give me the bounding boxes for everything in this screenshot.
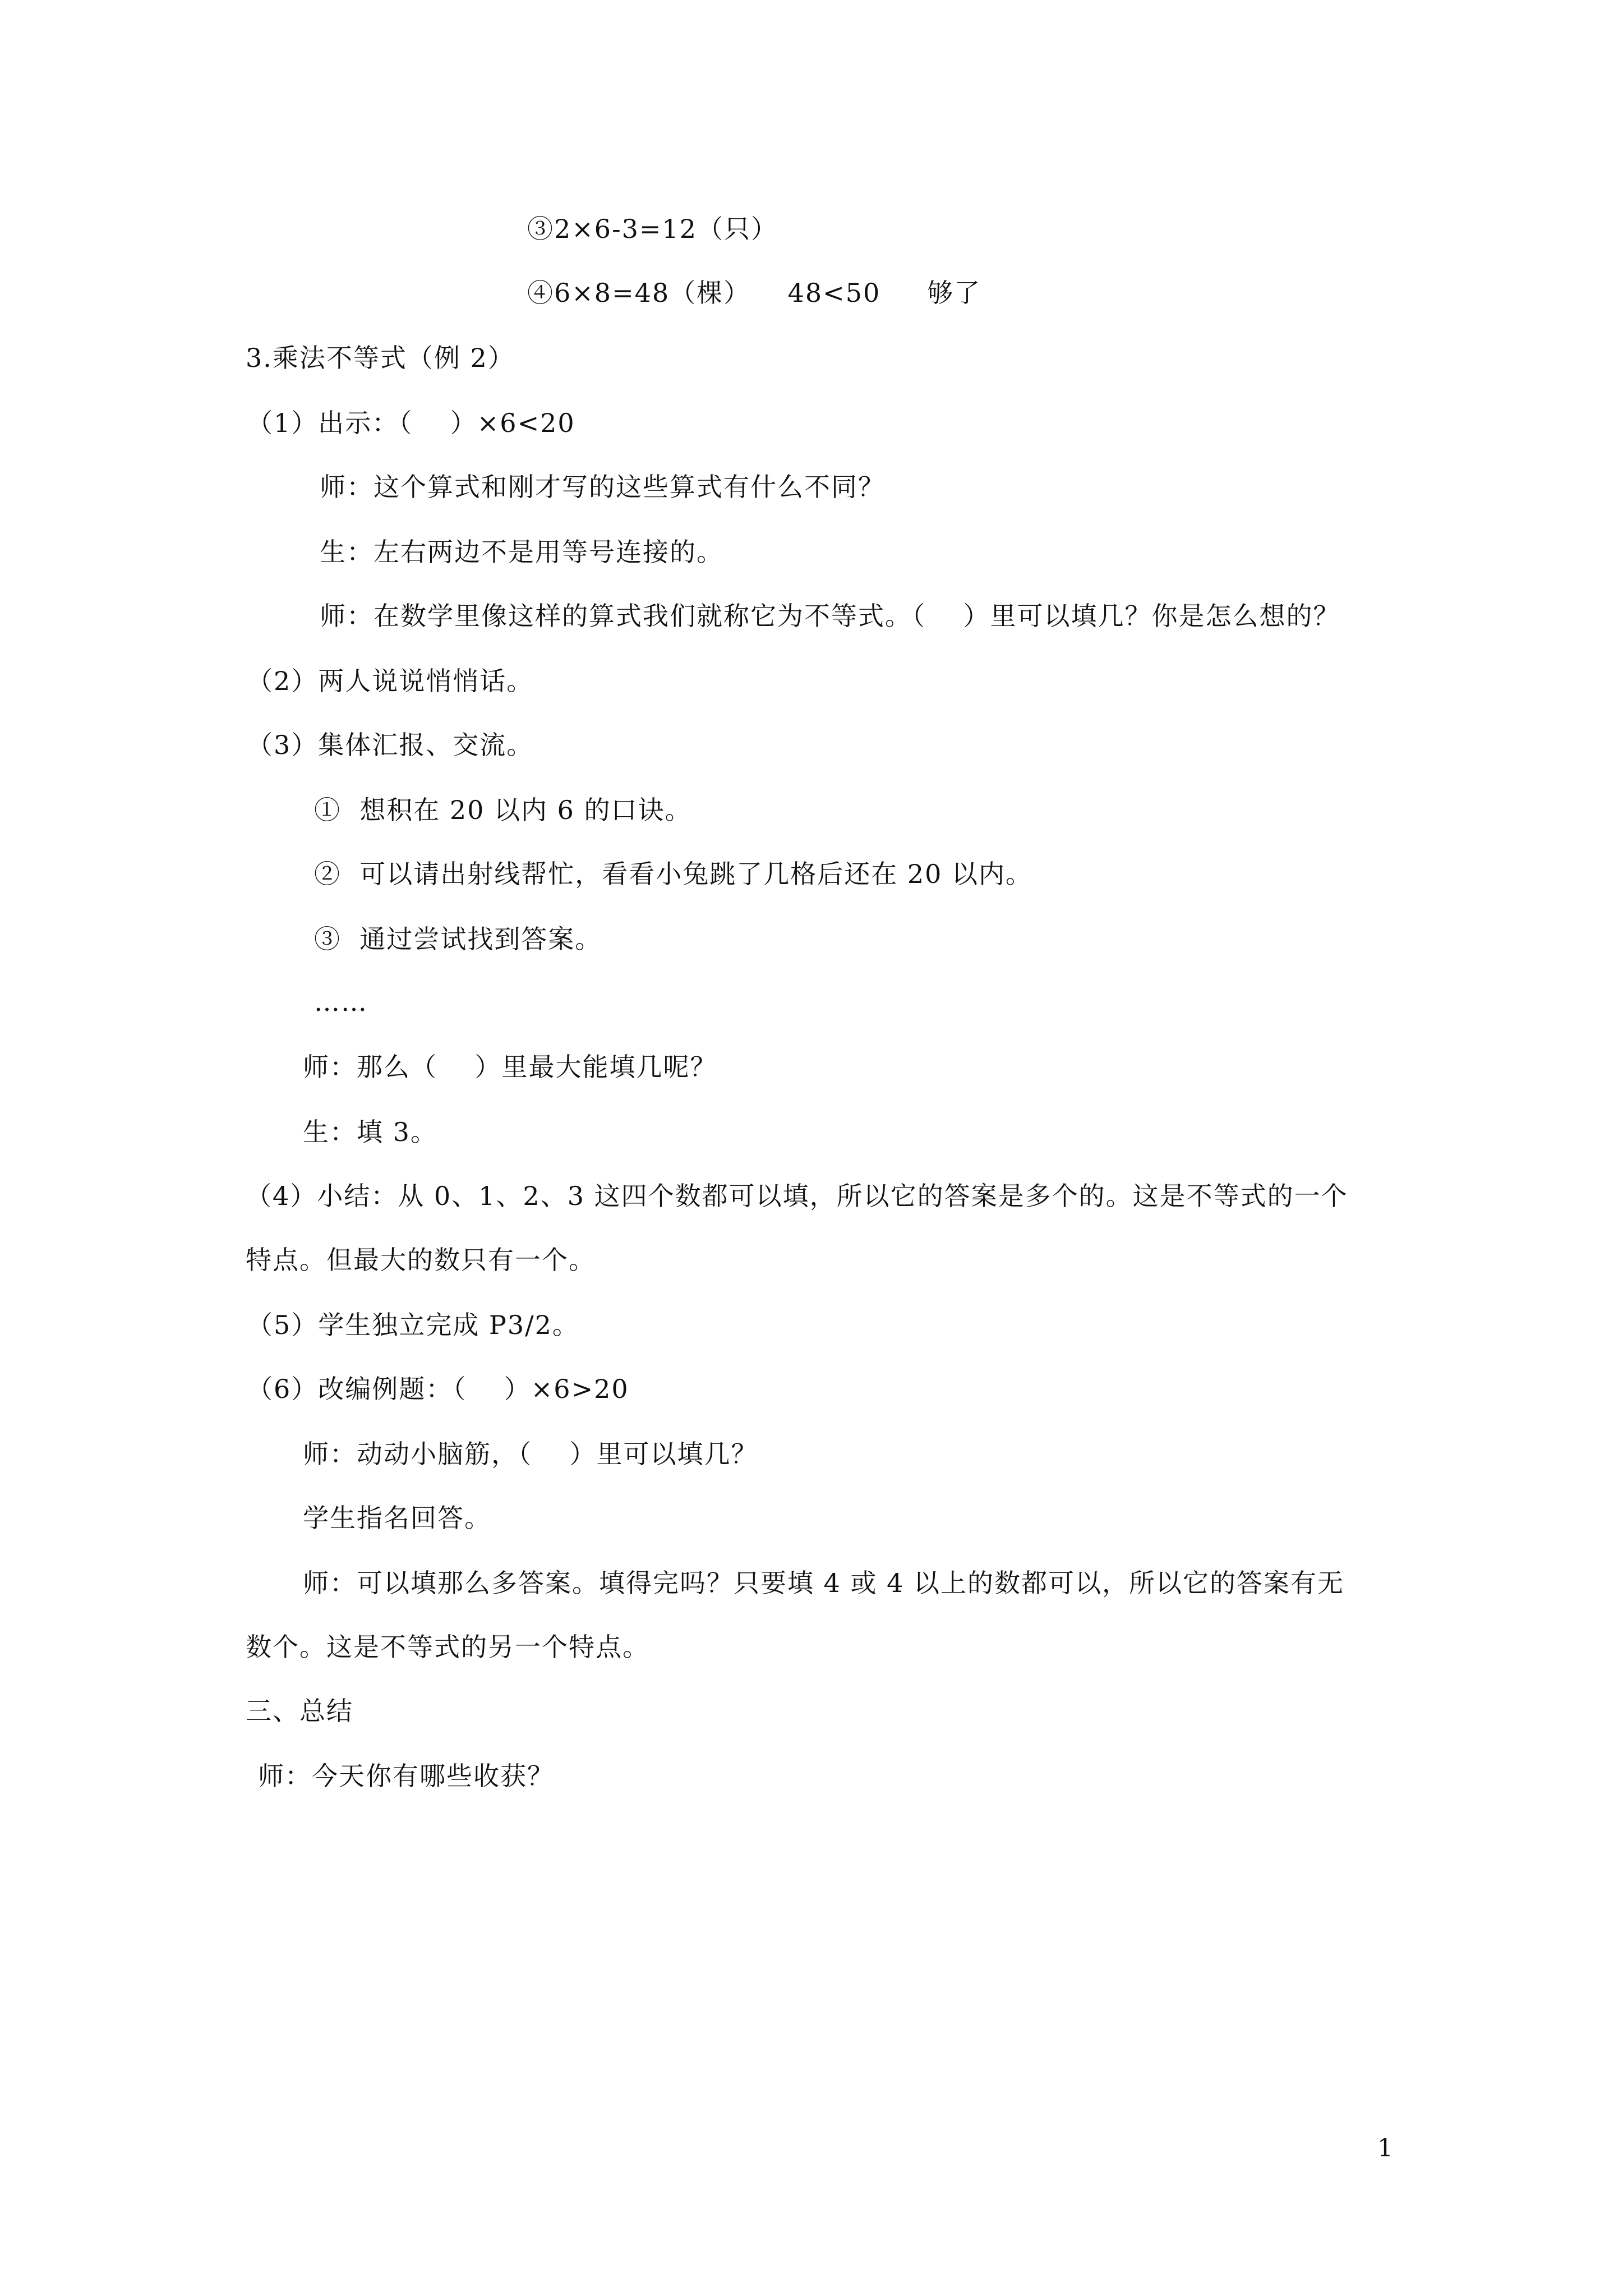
line-show-expression: （1）出示：（ ）×6<20 [247,408,575,438]
line-group-report: （3）集体汇报、交流。 [247,730,534,760]
line-adapted-example: （6）改编例题：（ ）×6>20 [247,1374,629,1404]
line-method-1: ① 想积在 20 以内 6 的口诀。 [314,795,692,825]
line-heading-inequality: 3.乘法不等式（例 2） [246,343,515,373]
line-calc-3: ③2×6-3=12（只） [527,214,778,244]
line-method-2: ② 可以请出射线帮忙，看看小兔跳了几格后还在 20 以内。 [314,859,1033,889]
line-pair-talk: （2）两人说说悄悄话。 [247,666,534,696]
line-teacher-max: 师：那么（ ）里最大能填几呢？ [303,1052,717,1082]
line-student-called: 学生指名回答。 [303,1503,491,1533]
line-teacher-think: 师：动动小脑筋，（ ）里可以填几？ [303,1439,758,1469]
line-teacher-inequality: 师：在数学里像这样的算式我们就称它为不等式。（ ）里可以填几？你是怎么想的？ [320,601,1340,631]
line-summary-2: 特点。但最大的数只有一个。 [246,1245,596,1275]
line-independent-work: （5）学生独立完成 P3/2。 [247,1310,579,1340]
line-teacher-many-2: 数个。这是不等式的另一个特点。 [246,1632,649,1662]
line-student-three: 生：填 3。 [303,1117,437,1147]
line-student-answer: 生：左右两边不是用等号连接的。 [320,537,723,567]
line-heading-summary: 三、总结 [246,1696,353,1726]
page-number: 1 [1377,2134,1393,2162]
line-ellipsis: …… [314,987,368,1017]
line-teacher-harvest: 师：今天你有哪些收获？ [258,1761,554,1791]
line-teacher-question: 师：这个算式和刚才写的这些算式有什么不同？ [320,472,885,502]
line-method-3: ③ 通过尝试找到答案。 [314,924,602,954]
line-summary-1: （4）小结：从 0、1、2、3 这四个数都可以填，所以它的答案是多个的。这是不等式的一个 [246,1181,1348,1211]
line-calc-4: ④6×8=48（棵） 48<50 够了 [527,278,981,308]
line-teacher-many-1: 师：可以填那么多答案。填得完吗？只要填 4 或 4 以上的数都可以，所以它的答案有无 [303,1568,1345,1598]
